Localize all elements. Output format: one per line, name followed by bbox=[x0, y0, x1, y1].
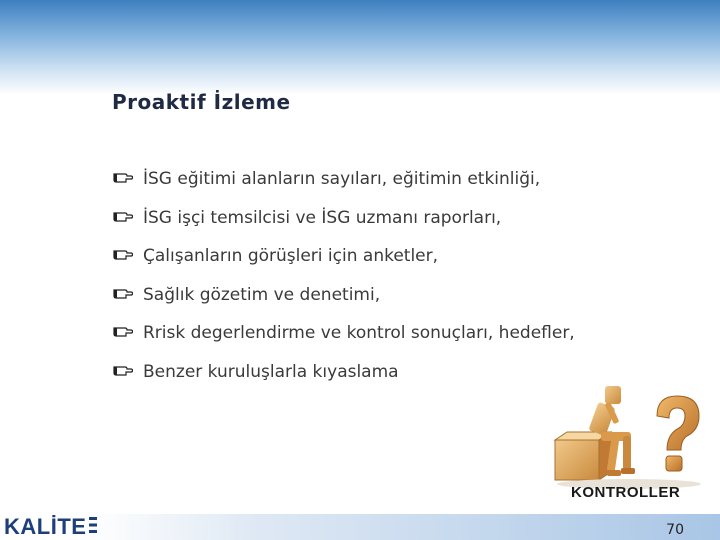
bullet-text: İSG işçi temsilcisi ve İSG uzmanı raporları, bbox=[143, 207, 502, 228]
pointing-hand-icon bbox=[113, 362, 135, 382]
list-item bbox=[113, 353, 575, 392]
logo-bars-icon bbox=[89, 516, 97, 538]
pointing-hand-icon bbox=[113, 246, 135, 266]
bullet-text: Sağlık gözetim ve denetimi, bbox=[143, 284, 381, 305]
pointing-hand-icon bbox=[113, 208, 135, 228]
list-item bbox=[113, 276, 575, 315]
list-item bbox=[113, 160, 575, 199]
bullet-list bbox=[113, 160, 575, 391]
logo-text: KALİTE bbox=[4, 514, 87, 539]
pointing-hand-icon bbox=[113, 285, 135, 305]
list-item bbox=[113, 237, 575, 276]
slide-title: Proaktif İzleme bbox=[112, 90, 291, 114]
kalite-logo bbox=[4, 515, 97, 539]
bullet-text: Benzer kuruluşlarla kıyaslama bbox=[143, 361, 399, 382]
header-gradient-band bbox=[0, 0, 720, 95]
illustration-caption: KONTROLLER bbox=[571, 484, 681, 501]
page-number: 70 bbox=[666, 522, 684, 538]
pointing-hand-icon bbox=[113, 323, 135, 343]
bullet-text: Çalışanların görüşleri için anketler, bbox=[143, 246, 439, 267]
bullet-text: Rrisk degerlendirme ve kontrol sonuçları, hedefler, bbox=[143, 323, 575, 344]
list-item bbox=[113, 199, 575, 238]
pointing-hand-icon bbox=[113, 169, 135, 189]
list-item bbox=[113, 314, 575, 353]
bullet-text: İSG eğitimi alanların sayıları, eğitimin etkinliği, bbox=[143, 169, 541, 190]
footer-band bbox=[0, 514, 720, 540]
